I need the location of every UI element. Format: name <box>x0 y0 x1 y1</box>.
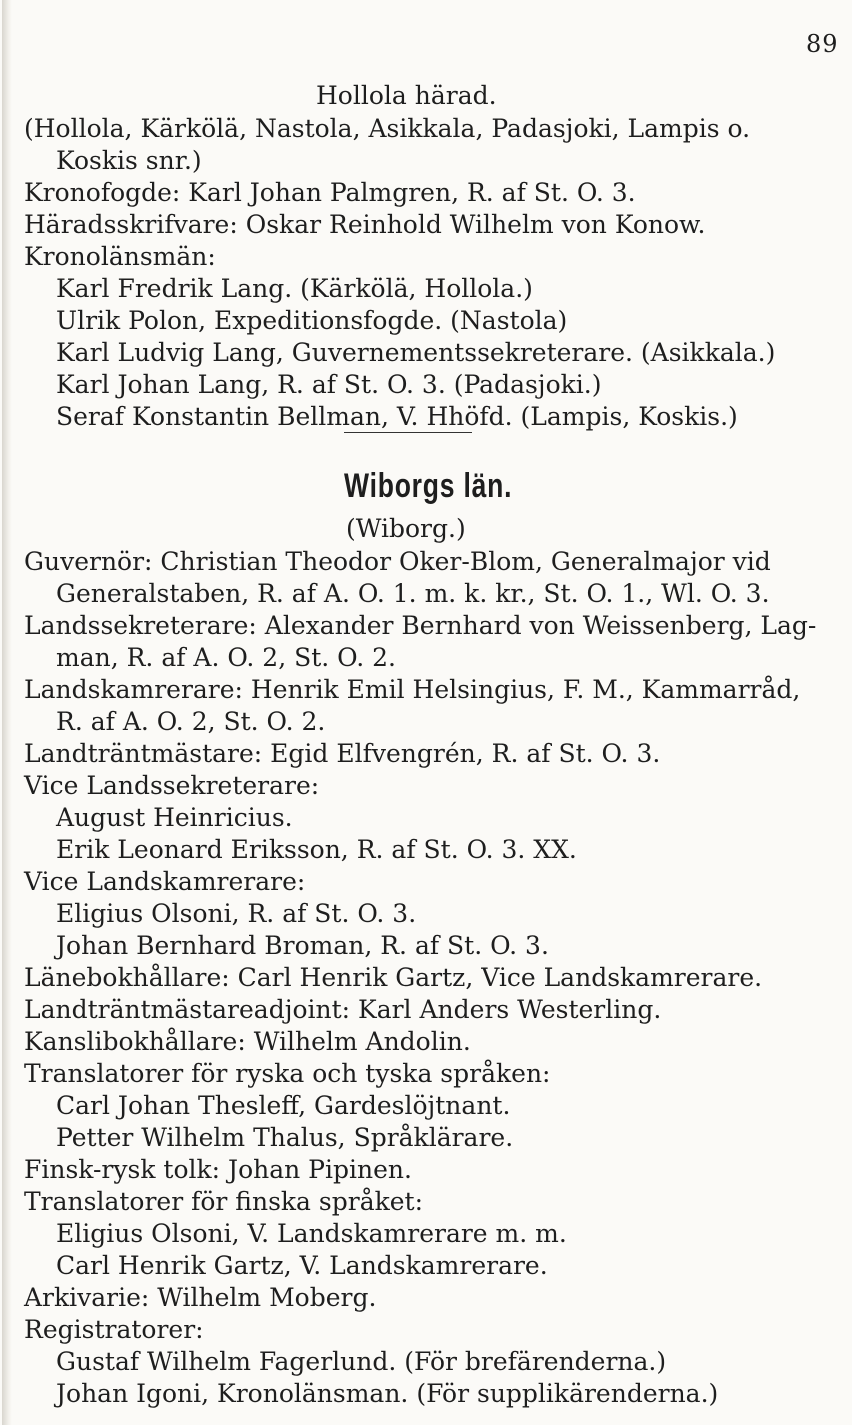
text-line: (Hollola, Kärkölä, Nastola, Asikkala, Padasjoki, Lampis o. <box>24 114 751 143</box>
text-line: man, R. af A. O. 2, St. O. 2. <box>56 643 396 672</box>
text-line: Karl Johan Lang, R. af St. O. 3. (Padasjoki.) <box>56 370 602 399</box>
page-number: 89 <box>806 30 839 58</box>
text-line: Gustaf Wilhelm Fagerlund. (För brefärenderna.) <box>56 1347 667 1376</box>
text-line: Carl Henrik Gartz, V. Landskamrerare. <box>56 1251 548 1280</box>
text-line: Finsk-rysk tolk: Johan Pipinen. <box>24 1155 412 1184</box>
section-divider <box>344 432 472 433</box>
text-line: Koskis snr.) <box>56 146 202 175</box>
section-title-hollola: Hollola härad. <box>316 81 497 110</box>
page-binding-edge <box>2 0 12 1425</box>
text-line: Landträntmästareadjoint: Karl Anders Westerling. <box>24 995 662 1024</box>
section-heading-wiborgs-lan: Wiborgs län. <box>344 467 513 505</box>
text-line: Registratorer: <box>24 1315 204 1344</box>
text-line: Johan Igoni, Kronolänsman. (För supplikärenderna.) <box>56 1379 719 1408</box>
text-line: Ulrik Polon, Expeditionsfogde. (Nastola) <box>56 306 568 335</box>
text-line: Länebokhållare: Carl Henrik Gartz, Vice Landskamrerare. <box>24 963 763 992</box>
text-line: Häradsskrifvare: Oskar Reinhold Wilhelm von Konow. <box>24 210 706 239</box>
text-line: Kronofogde: Karl Johan Palmgren, R. af St. O. 3. <box>24 178 636 207</box>
text-line: August Heinricius. <box>56 803 293 832</box>
text-line: Arkivarie: Wilhelm Moberg. <box>24 1283 377 1312</box>
text-line: Petter Wilhelm Thalus, Språklärare. <box>56 1123 514 1152</box>
text-line: Johan Bernhard Broman, R. af St. O. 3. <box>56 931 549 960</box>
text-line: R. af A. O. 2, St. O. 2. <box>56 707 326 736</box>
text-line: Kanslibokhållare: Wilhelm Andolin. <box>24 1027 471 1056</box>
text-line: Erik Leonard Eriksson, R. af St. O. 3. XX. <box>56 835 577 864</box>
text-line: Kronolänsmän: <box>24 242 216 271</box>
text-line: Seraf Konstantin Bellman, V. Hhöfd. (Lampis, Koskis.) <box>56 402 738 431</box>
text-line: Karl Ludvig Lang, Guvernementssekreterare. (Asikkala.) <box>56 338 776 367</box>
text-line: Vice Landskamrerare: <box>24 867 306 896</box>
section-subtitle: (Wiborg.) <box>346 514 466 543</box>
text-line: Karl Fredrik Lang. (Kärkölä, Hollola.) <box>56 274 533 303</box>
text-line: Landskamrerare: Henrik Emil Helsingius, F. M., Kammarråd, <box>24 675 801 704</box>
text-line: Eligius Olsoni, V. Landskamrerare m. m. <box>56 1219 567 1248</box>
text-line: Translatorer för ryska och tyska språken: <box>24 1059 551 1088</box>
text-line: Eligius Olsoni, R. af St. O. 3. <box>56 899 417 928</box>
text-line: Vice Landssekreterare: <box>24 771 320 800</box>
text-line: Generalstaben, R. af A. O. 1. m. k. kr., St. O. 1., Wl. O. 3. <box>56 579 770 608</box>
text-line: Translatorer för finska språket: <box>24 1187 424 1216</box>
text-line: Landssekreterare: Alexander Bernhard von Weissenberg, Lag- <box>24 611 817 640</box>
text-line: Carl Johan Thesleff, Gardeslöjtnant. <box>56 1091 511 1120</box>
text-line: Landträntmästare: Egid Elfvengrén, R. af St. O. 3. <box>24 739 661 768</box>
text-line: Guvernör: Christian Theodor Oker-Blom, Generalmajor vid <box>24 547 771 576</box>
